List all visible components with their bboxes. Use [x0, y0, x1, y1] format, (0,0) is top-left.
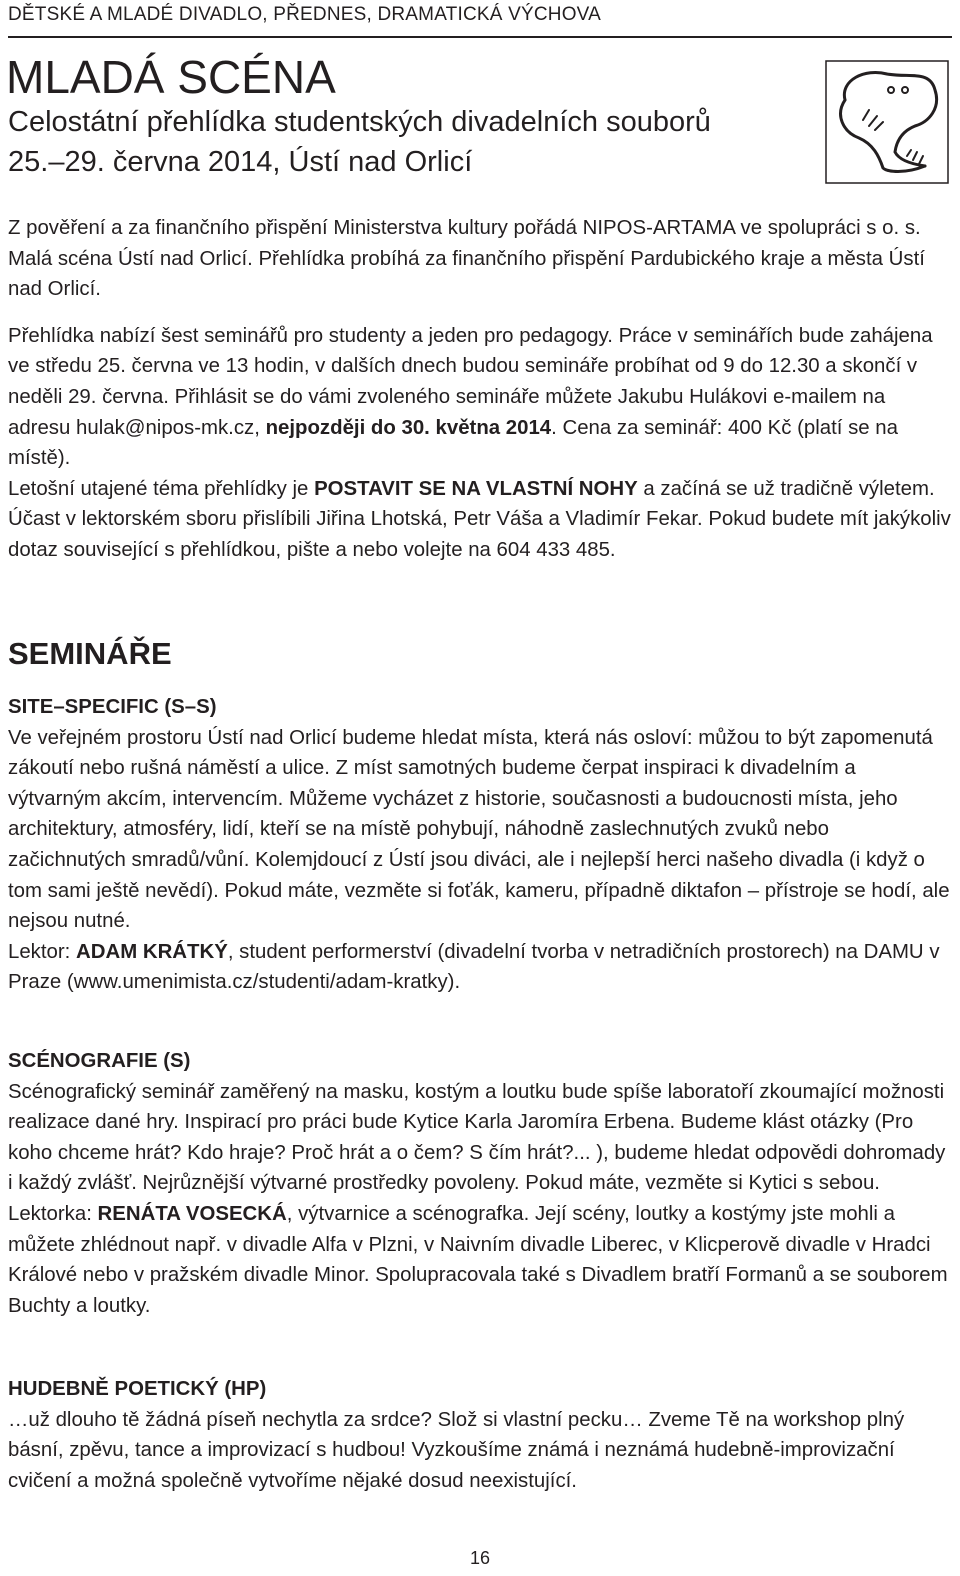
page-number: 16 [469, 1548, 491, 1568]
seminar-lector [8, 1199, 952, 1321]
intro-paragraph-1: Z pověření a za finančního přispění Ministerstva kultury pořádá NIPOS-ARTAMA ve spolupráci s o. s. Malá scéna Ústí nad Orlicí. Přehlídka probíhá za finančního přispění Pardubického kraje a města Ústí nad Orlicí. [8, 217, 925, 301]
seminar-lector [8, 937, 952, 998]
lector-label: Lektor: [8, 940, 77, 963]
seminars-heading: SEMINÁŘE [8, 636, 172, 671]
seminar-title: HUDEBNĚ POETICKÝ (HP) [8, 1378, 267, 1400]
intro-section [8, 213, 952, 566]
seminar-title: SITE–SPECIFIC (S–S) [8, 696, 217, 718]
stingray-logo-icon [825, 60, 949, 184]
event-dates: 25.–29. června 2014, Ústí nad Orlicí [8, 146, 473, 178]
intro-deadline: nejpozději do 30. května 2014 [265, 416, 552, 439]
category-header: DĚTSKÉ A MLADÉ DIVADLO, PŘEDNES, DRAMATICKÁ VÝCHOVA [8, 4, 602, 25]
lector-name: RENÁTA VOSECKÁ [97, 1202, 287, 1225]
page-subtitle: Celostátní přehlídka studentských divadelních souborů [8, 106, 711, 138]
seminar-hudebne-poeticky [8, 1374, 952, 1496]
lector-label: Lektorka: [8, 1202, 98, 1225]
lector-name: ADAM KRÁTKÝ [76, 940, 228, 963]
seminar-description: …už dlouho tě žádná píseň nechytla za srdce? Slož si vlastní pecku… Zveme Tě na workshop plný básní, zpěvu, tance a improvizací s hudbou! Vyzkoušíme známá i neznámá hudebně-improvizační cvičení a možná společně vytvoříme nějaké dosud neexistující. [8, 1408, 905, 1492]
seminar-description: Ve veřejném prostoru Ústí nad Orlicí budeme hledat místa, která nás osloví: můžou to být zapomenutá zákoutí nebo rušná náměstí a ulice. Z míst samotných budeme čerpat inspiraci k divadelním a výtvarným akcím, intervencím. Můžeme vycházet z historie, současnosti a budoucnosti místa, jeho architektury, atmosféry, lidí, kteří se na místě pohybují, náhodně zaslechnutých zvuků nebo začichnutých smradů/vůní. Kolemjdoucí z Ústí jsou diváci, ale i nejlepší herci našeho divadla (i když o tom sami ještě nevědí). Pokud máte, vezměte si foťák, kameru, případně diktafon – přístroje se hodí, ale nejsou nutné. [8, 726, 950, 933]
intro-p2-text: Přehlídka nabízí šest seminářů pro studenty a jeden pro pedagogy. Práce v seminářích bude zahájena ve středu 25. června ve 13 hodin, v dalších dnech budou semináře probíhat od 9 do 12.30 a skončí v neděli 29. června. Přihlásit se do vámi zvoleného semináře můžete Jakubu Hulákovi e-mailem na adresu hulak@nipos-mk.cz, [8, 324, 933, 439]
header-divider [8, 36, 952, 38]
lector-info: , student performerství (divadelní tvorba v netradičních prostorech) na DAMU v Praze (www.umenimista.cz/studenti/adam-kratky). [8, 940, 940, 994]
seminar-site-specific [8, 692, 952, 998]
intro-paragraph-2 [8, 321, 952, 474]
intro-p3-rest: a začíná se už tradičně výletem. Účast v lektorském sboru přislíbili Jiřina Lhotská, Petr Váša a Vladimír Fekar. Pokud budete mít jakýkoliv dotaz související s přehlídkou, pište a nebo volejte na 604 433 485. [8, 477, 951, 561]
seminar-title: SCÉNOGRAFIE (S) [8, 1050, 191, 1072]
seminar-description: Scénografický seminář zaměřený na masku, kostým a loutku bude spíše laboratoří zkoumající možnosti realizace dané hry. Inspirací pro práci bude Kytice Karla Jaromíra Erbena. Budeme klást otázky (Pro koho chceme hrát? Kdo hraje? Proč hrát a o čem? S čím hrát?... ), budeme hledat odpovědi dohromady i každý zvlášť. Nejrůznější výtvarné prostředky povoleny. Pokud máte, vezměte si Kytici s sebou. [8, 1080, 946, 1195]
intro-p3-text: Letošní utajené téma přehlídky je [8, 477, 315, 500]
lector-info: , výtvarnice a scénografka. Její scény, loutky a kostýmy jste mohli a můžete zhlédnout např. v divadle Alfa v Plzni, v Naivním divadle Liberec, v Klicperově divadle v Hradci Králové nebo v pražském divadle Minor. Spolupracovala také s Divadlem bratří Formanů a se souborem Buchty a loutky. [8, 1202, 948, 1317]
intro-paragraph-3 [8, 474, 952, 566]
intro-p2-price: . Cena za seminář: 400 Kč (platí se na místě). [8, 416, 898, 470]
page-title: MLADÁ SCÉNA [6, 51, 336, 103]
seminar-scenografie [8, 1046, 952, 1321]
intro-theme: POSTAVIT SE NA VLASTNÍ NOHY [314, 477, 638, 500]
